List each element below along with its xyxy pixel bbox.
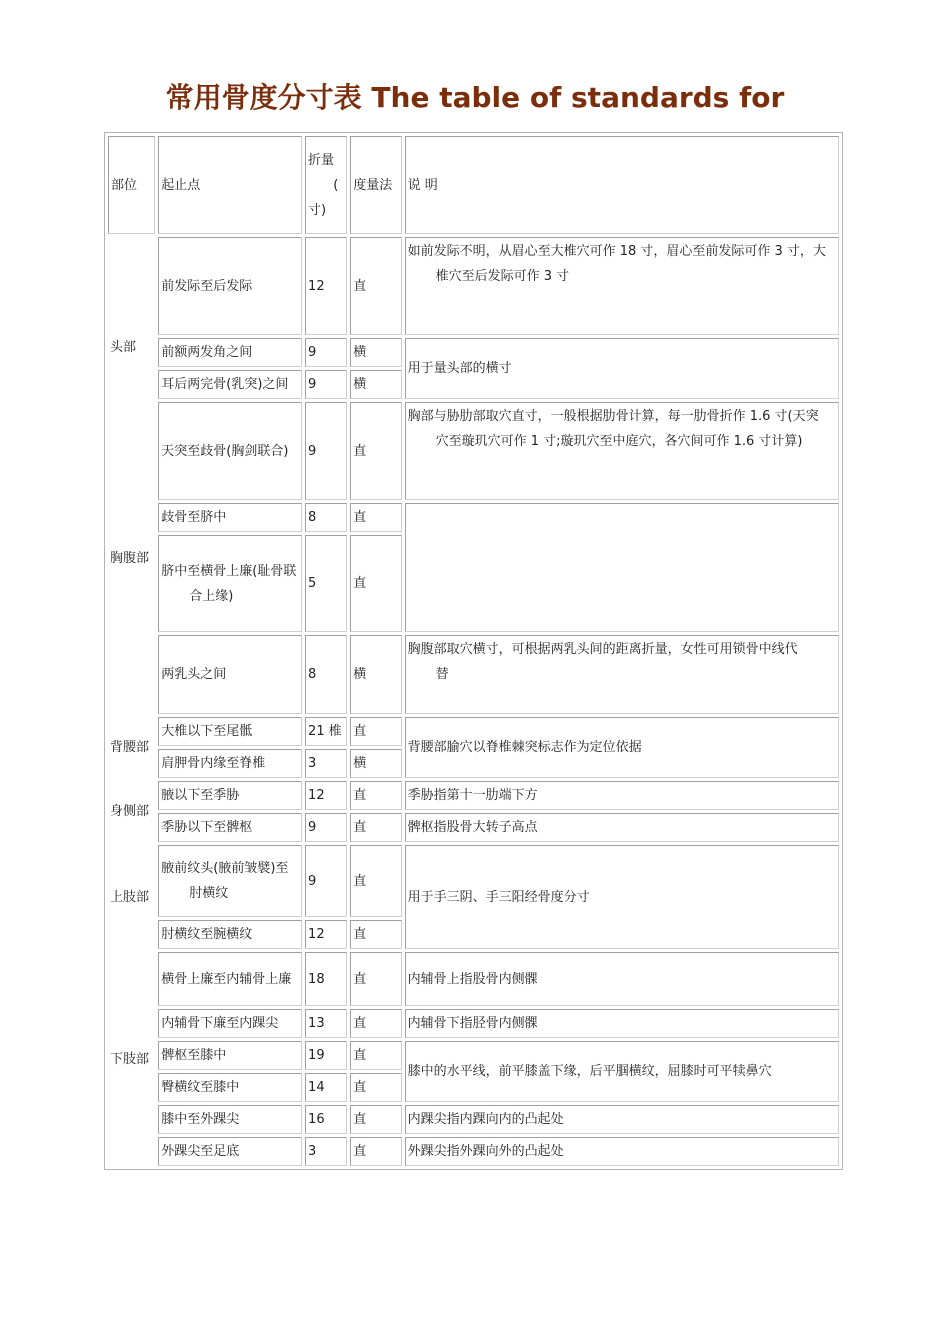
measure-cell: 3 [305, 749, 347, 778]
measure-cell: 21 椎 [305, 717, 347, 746]
note-line: 胸腹部取穴横寸，可根据两乳头间的距离折量，女性可用锁骨中线代 [407, 642, 798, 657]
method-cell: 直 [350, 1009, 401, 1038]
range-cell: 前发际至后发际 [158, 237, 302, 335]
method-cell: 横 [350, 635, 401, 714]
note-cell: 外踝尖指外踝向外的凸起处 [405, 1137, 839, 1166]
note-line: 替 [435, 667, 449, 682]
measure-cell: 9 [305, 338, 347, 367]
measure-cell: 9 [305, 370, 347, 399]
range-line: 腋前纹头(腋前皱襞)至 [161, 861, 289, 876]
section-part: 上肢部 [110, 889, 150, 905]
header-row [108, 136, 839, 234]
range-cell: 前额两发角之间 [158, 338, 302, 367]
note-cell: 髀枢指股骨大转子高点 [405, 813, 839, 842]
table-row [108, 1041, 839, 1070]
header-method: 度量法 [350, 136, 401, 234]
header-measure [305, 136, 347, 234]
section-part: 胸腹部 [110, 550, 150, 566]
note-cell: 季胁指第十一肋端下方 [405, 781, 839, 810]
section-part: 头部 [110, 340, 137, 355]
measure-cell: 8 [305, 503, 347, 532]
header-note: 说 明 [405, 136, 839, 234]
range-cell: 臀横纹至膝中 [158, 1073, 302, 1102]
range-cell: 肘横纹至腕横纹 [158, 920, 302, 949]
range-cell: 肩胛骨内缘至脊椎 [158, 749, 302, 778]
note-cell: 内踝尖指内踝向内的凸起处 [405, 1105, 839, 1134]
note-cell [405, 237, 839, 335]
table-row [108, 781, 839, 810]
section-part: 背腰部 [110, 740, 150, 755]
table-row [108, 845, 839, 917]
note-cell: 内辅骨上指股骨内侧髁 [405, 952, 839, 1006]
page-title: 常用骨度分寸表 The table of standards for [165, 81, 785, 114]
table-row [108, 813, 839, 842]
method-cell: 直 [350, 952, 401, 1006]
method-cell: 直 [350, 1137, 401, 1166]
measure-cell: 16 [305, 1105, 347, 1134]
note-line: 胸部与胁肋部取穴直寸，一般根据肋骨计算，每一肋骨折作 1.6 寸(天突 [407, 409, 819, 424]
method-cell: 直 [350, 535, 401, 632]
bone-standards-table [104, 132, 843, 1170]
table-row [108, 1009, 839, 1038]
range-cell: 大椎以下至尾骶 [158, 717, 302, 746]
method-cell: 直 [350, 717, 401, 746]
note-line: 穴至璇玑穴可作 1 寸;璇玑穴至中庭穴，各穴间可作 1.6 寸计算) [435, 434, 803, 449]
range-cell: 横骨上廉至内辅骨上廉 [158, 952, 302, 1006]
range-cell: 髀枢至膝中 [158, 1041, 302, 1070]
range-cell: 歧骨至脐中 [158, 503, 302, 532]
range-cell [158, 535, 302, 632]
note-cell: 内辅骨下指胫骨内侧髁 [405, 1009, 839, 1038]
method-cell: 直 [350, 1105, 401, 1134]
table-row [108, 402, 839, 500]
table-row [108, 1105, 839, 1134]
range-cell [158, 845, 302, 917]
range-line: 脐中至横骨上廉(耻骨联 [161, 563, 297, 579]
range-cell: 外踝尖至足底 [158, 1137, 302, 1166]
table-row [108, 503, 839, 532]
header-measure-line2: ( [333, 177, 339, 193]
note-cell: 膝中的水平线，前平膝盖下缘，后平腘横纹，屈膝时可平犊鼻穴 [405, 1041, 839, 1102]
note-line: 椎穴至后发际可作 3 寸 [435, 269, 570, 284]
header-range: 起止点 [158, 136, 302, 234]
table-row [108, 338, 839, 367]
measure-cell: 12 [305, 781, 347, 810]
measure-cell: 14 [305, 1073, 347, 1102]
measure-cell: 19 [305, 1041, 347, 1070]
note-cell-empty [405, 503, 839, 632]
note-cell [405, 635, 839, 714]
note-line: 如前发际不明，从眉心至大椎穴可作 18 寸，眉心至前发际可作 3 寸，大 [407, 244, 826, 259]
note-cell: 用于手三阴、手三阳经骨度分寸 [405, 845, 839, 949]
method-cell: 直 [350, 1073, 401, 1102]
range-cell: 内辅骨下廉至内踝尖 [158, 1009, 302, 1038]
table-row [108, 635, 839, 714]
range-line: 合上缘) [189, 588, 234, 604]
range-cell: 两乳头之间 [158, 635, 302, 714]
range-line: 肘横纹 [189, 886, 229, 901]
measure-cell: 18 [305, 952, 347, 1006]
method-cell: 横 [350, 370, 401, 399]
measure-cell: 9 [305, 845, 347, 917]
table-row [108, 237, 839, 335]
header-measure-line3: 寸) [308, 202, 327, 218]
range-cell: 季胁以下至髀枢 [158, 813, 302, 842]
method-cell: 直 [350, 402, 401, 500]
range-cell: 天突至歧骨(胸剑联合) [158, 402, 302, 500]
header-measure-line1: 折量 [308, 152, 335, 168]
note-cell: 用于量头部的横寸 [405, 338, 839, 399]
range-cell: 耳后两完骨(乳突)之间 [158, 370, 302, 399]
measure-cell: 9 [305, 813, 347, 842]
method-cell: 直 [350, 503, 401, 532]
range-cell: 腋以下至季胁 [158, 781, 302, 810]
header-part: 部位 [108, 136, 155, 234]
measure-cell: 12 [305, 237, 347, 335]
table-row [108, 717, 839, 746]
note-cell [405, 402, 839, 500]
method-cell: 横 [350, 749, 401, 778]
method-cell: 直 [350, 845, 401, 917]
method-cell: 直 [350, 237, 401, 335]
measure-cell: 12 [305, 920, 347, 949]
measure-cell: 13 [305, 1009, 347, 1038]
section-part: 身侧部 [110, 804, 150, 819]
measure-cell: 8 [305, 635, 347, 714]
method-cell: 横 [350, 338, 401, 367]
method-cell: 直 [350, 781, 401, 810]
range-cell: 膝中至外踝尖 [158, 1105, 302, 1134]
table-row [108, 952, 839, 1006]
measure-cell: 3 [305, 1137, 347, 1166]
measure-cell: 9 [305, 402, 347, 500]
table-row [108, 1137, 839, 1166]
note-cell: 背腰部腧穴以脊椎棘突标志作为定位依据 [405, 717, 839, 778]
section-part: 下肢部 [110, 1051, 150, 1067]
measure-cell: 5 [305, 535, 347, 632]
method-cell: 直 [350, 920, 401, 949]
method-cell: 直 [350, 813, 401, 842]
method-cell: 直 [350, 1041, 401, 1070]
